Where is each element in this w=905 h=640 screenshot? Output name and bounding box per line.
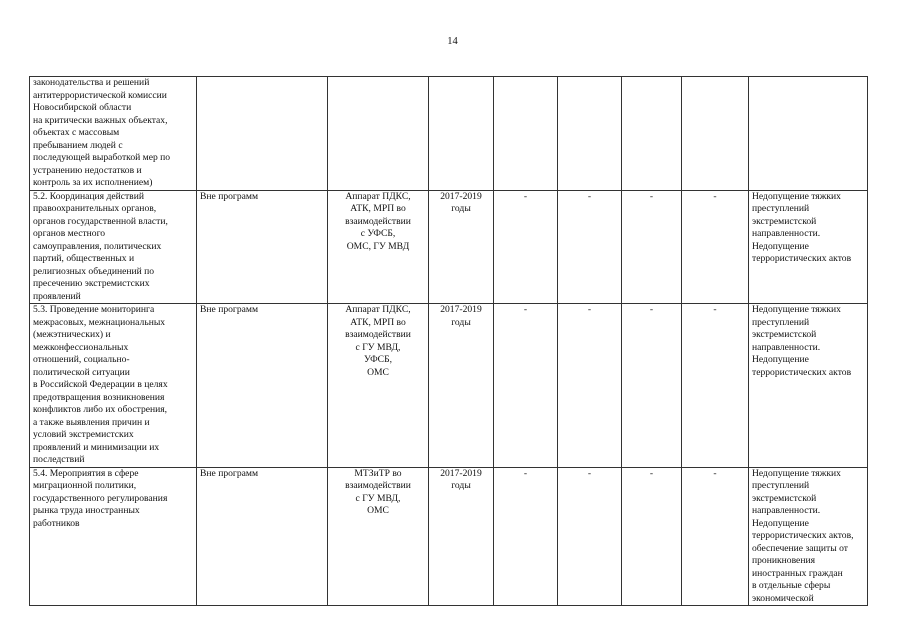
period-cell	[429, 77, 494, 191]
value-cell: -	[622, 190, 682, 304]
table-row	[30, 304, 868, 468]
value-cell: -	[622, 304, 682, 468]
value-cell: -	[558, 304, 622, 468]
result-cell: Недопущение тяжких преступлений экстремистской направленности. Недопущение террористических актов, обеспечение защиты от проникновения иностранных граждан в отдельные сферы экономической	[749, 467, 868, 606]
value-cell	[558, 77, 622, 191]
value-cell	[622, 77, 682, 191]
result-cell: Недопущение тяжких преступлений экстремистской направленности. Недопущение террористических актов	[749, 304, 868, 468]
value-cell: -	[622, 467, 682, 606]
value-cell: -	[494, 190, 558, 304]
funding-cell: Вне программ	[197, 304, 328, 468]
value-cell: -	[494, 467, 558, 606]
table-row	[30, 77, 868, 191]
executors-cell: Аппарат ПДКС, АТК, МРП во взаимодействии с УФСБ, ОМС, ГУ МВД	[328, 190, 429, 304]
value-cell: -	[682, 467, 749, 606]
value-cell	[494, 77, 558, 191]
period-cell: 2017-2019 годы	[429, 304, 494, 468]
activity-cell: законодательства и решений антитеррористической комиссии Новосибирской области на критически важных объектах, объектах с массовым пребыванием людей с последующей выработкой мер по устранению недостатков и контроль за их исполнением)	[30, 77, 197, 191]
value-cell: -	[682, 190, 749, 304]
value-cell: -	[682, 304, 749, 468]
executors-cell: МТЗиТР во взаимодействии с ГУ МВД, ОМС	[328, 467, 429, 606]
value-cell: -	[558, 190, 622, 304]
result-cell: Недопущение тяжких преступлений экстремистской направленности. Недопущение террористических актов	[749, 190, 868, 304]
funding-cell: Вне программ	[197, 190, 328, 304]
funding-cell: Вне программ	[197, 467, 328, 606]
activity-cell: 5.4. Мероприятия в сфере миграционной политики, государственного регулирования рынка труда иностранных работников	[30, 467, 197, 606]
result-cell	[749, 77, 868, 191]
executors-cell: Аппарат ПДКС, АТК, МРП во взаимодействии с ГУ МВД, УФСБ, ОМС	[328, 304, 429, 468]
period-cell: 2017-2019 годы	[429, 190, 494, 304]
value-cell: -	[494, 304, 558, 468]
executors-cell	[328, 77, 429, 191]
table-row	[30, 190, 868, 304]
period-cell: 2017-2019 годы	[429, 467, 494, 606]
activity-cell: 5.3. Проведение мониторинга межрасовых, межнациональных (межэтнических) и межконфессиональных отношений, социально- политической ситуации в Российской Федерации в целях предотвращения возникновения конфликтов либо их обострения, а также выявления причин и условий экстремистских проявлений и минимизации их последствий	[30, 304, 197, 468]
activity-cell: 5.2. Координация действий правоохранительных органов, органов государственной власти, органов местного самоуправления, политических партий, общественных и религиозных объединений по пресечению экстремистских проявлений	[30, 190, 197, 304]
value-cell: -	[558, 467, 622, 606]
value-cell	[682, 77, 749, 191]
measures-table	[29, 76, 868, 606]
table-row	[30, 467, 868, 606]
funding-cell	[197, 77, 328, 191]
page-number: 14	[447, 36, 458, 47]
